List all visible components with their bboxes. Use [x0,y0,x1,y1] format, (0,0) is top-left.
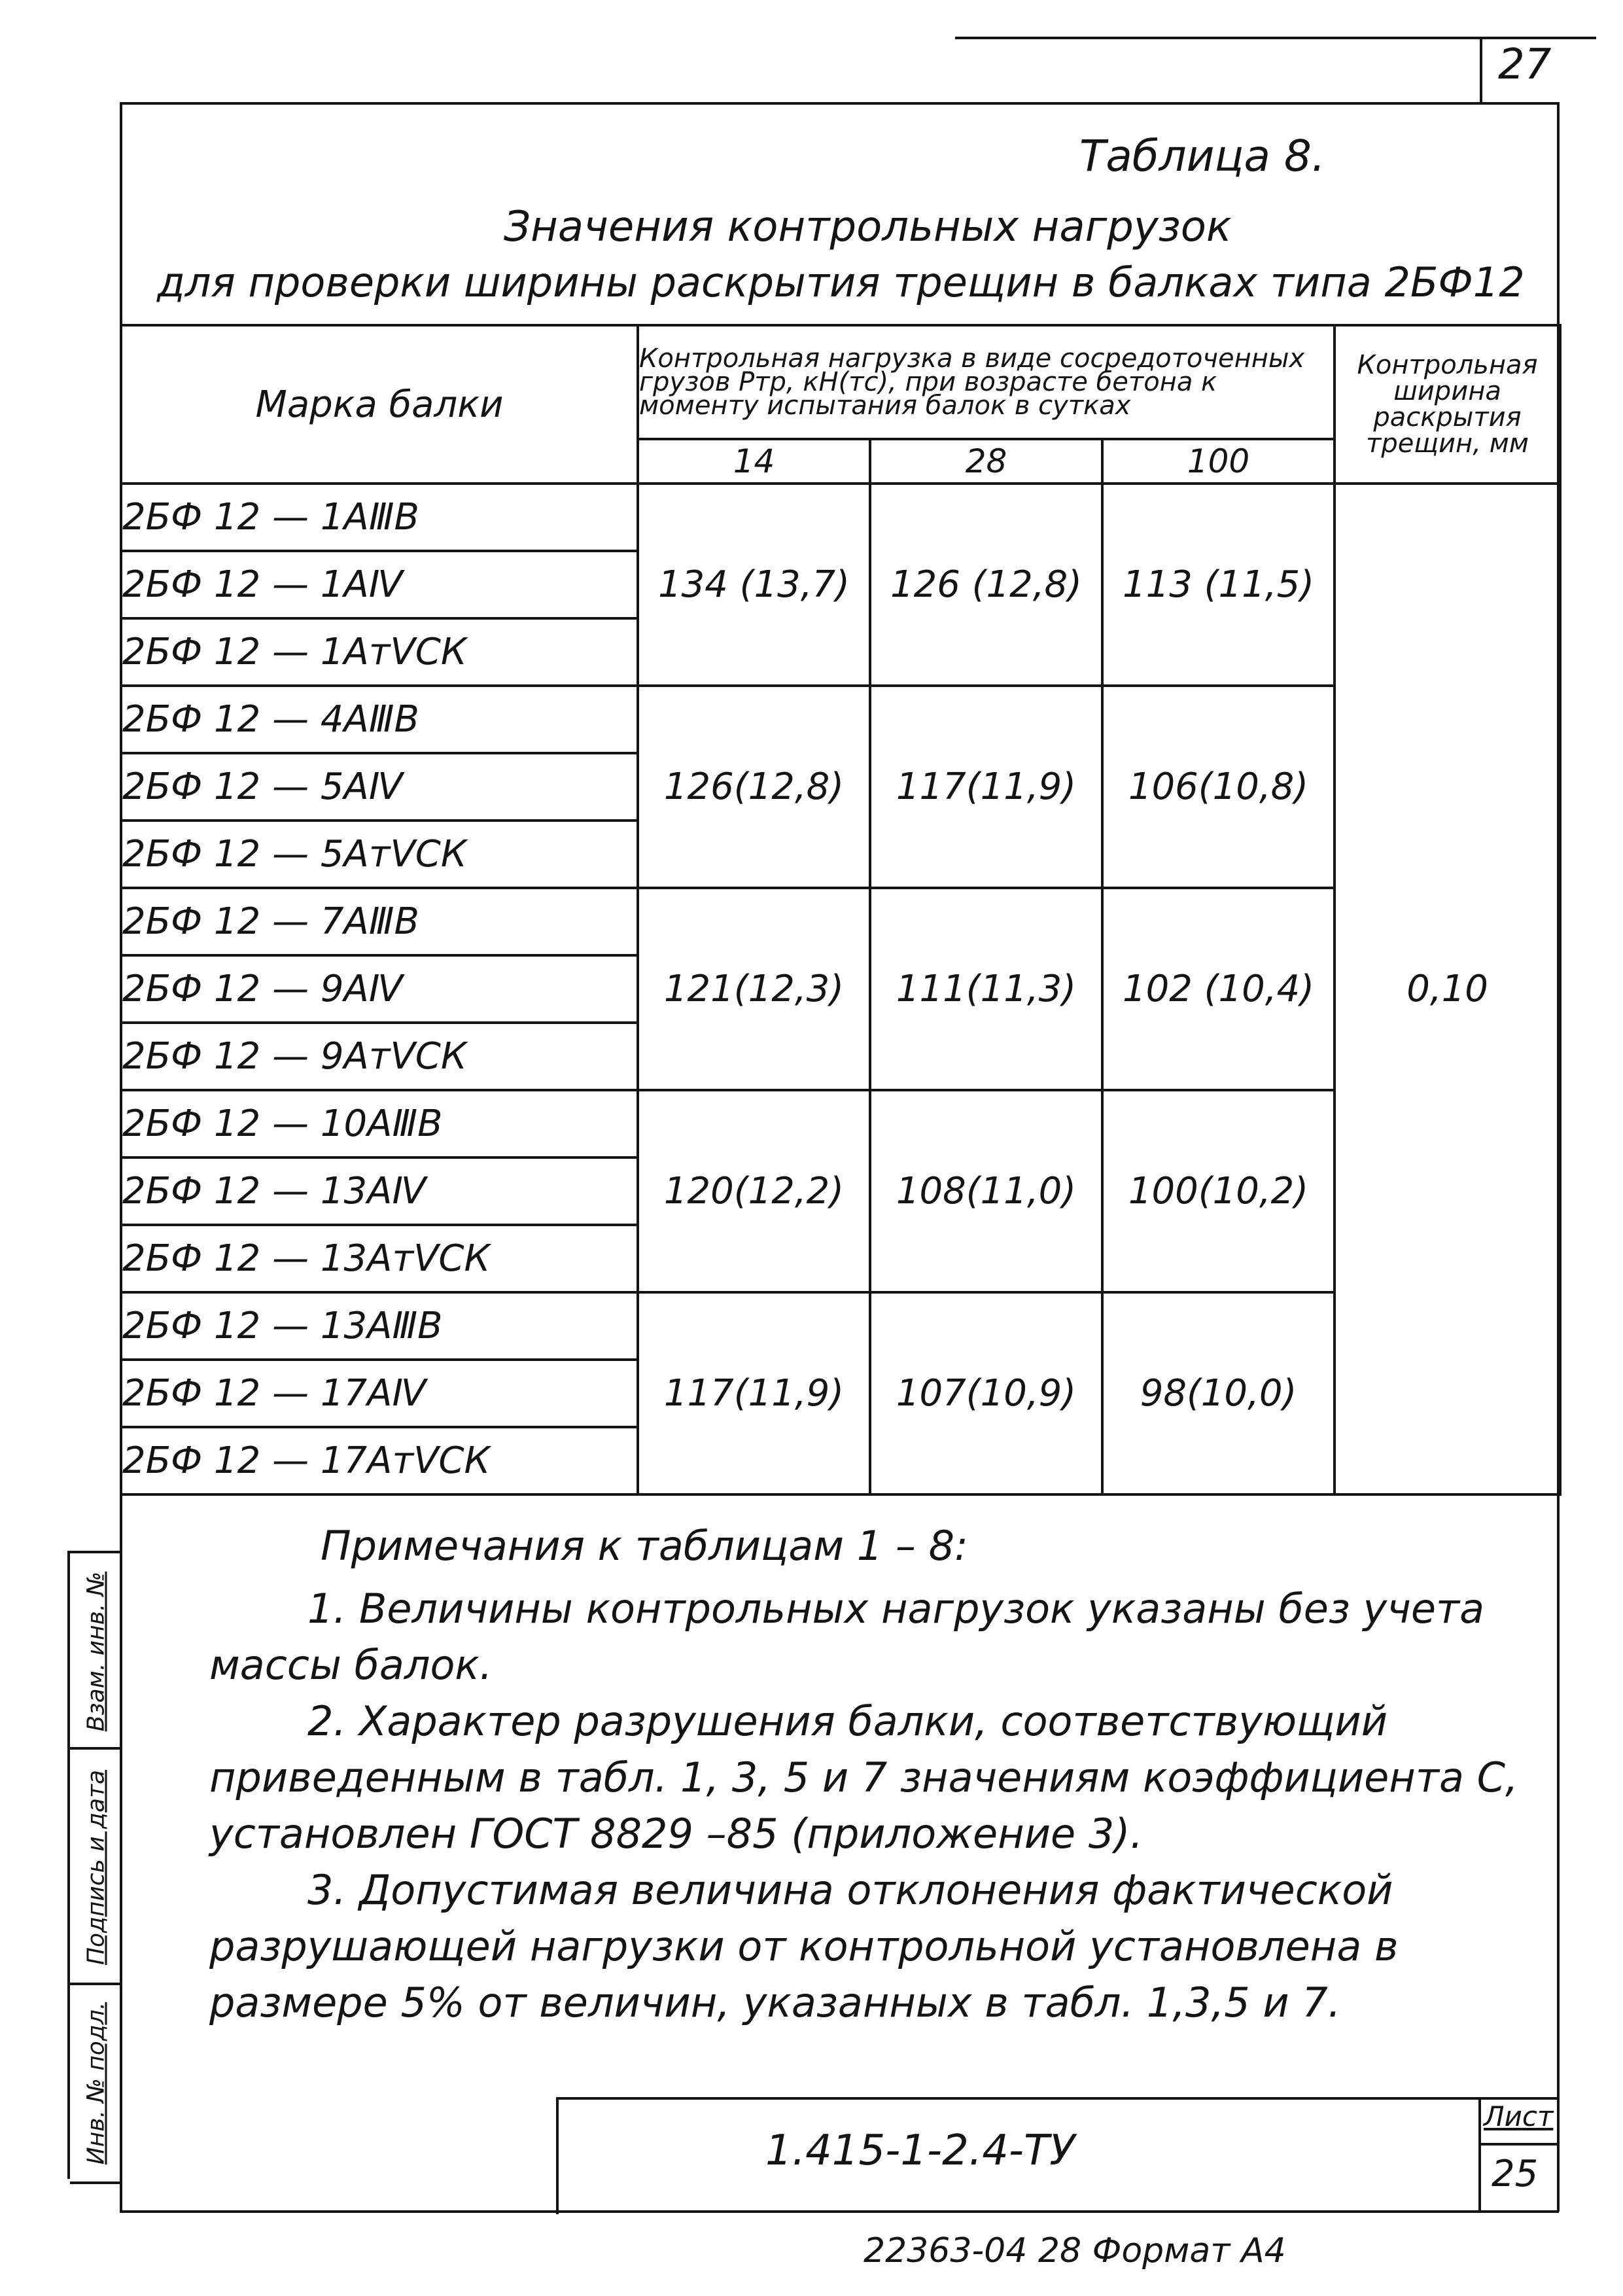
header-load: Контрольная нагрузка в виде сосредоточенных грузов Pтр, кН(тс), при возрасте бетона к моменту испытания балок в сутках [638,325,1335,439]
crack-width-value: 0,10 [1335,484,1560,1494]
beam-mark: 2БФ 12 — 17АтⅤСК [121,1427,638,1494]
sheet-number: 25 [1492,2153,1539,2195]
header-mark: Марка балки [121,325,638,484]
load-14: 121(12,3) [638,888,870,1090]
beam-mark: 2БФ 12 — 13АтⅤСК [121,1225,638,1292]
side-stamp-label: Инв. № подл. [82,2002,110,2165]
beam-mark: 2БФ 12 — 17АⅣ [121,1360,638,1427]
load-28: 108(11,0) [870,1090,1102,1292]
notes-block [209,1518,1518,2031]
note-line: 1. Величины контрольных нагрузок указаны без учета [307,1585,1485,1633]
header-age-28: 28 [870,439,1102,484]
load-14: 134 (13,7) [638,484,870,686]
load-100: 100(10,2) [1102,1090,1335,1292]
note-line: установлен ГОСТ 8829 –85 (приложение 3). [209,1810,1143,1858]
load-28: 111(11,3) [870,888,1102,1090]
beam-mark: 2БФ 12 — 13АⅣ [121,1157,638,1225]
load-14: 117(11,9) [638,1292,870,1494]
beam-mark: 2БФ 12 — 10АⅢВ [121,1090,638,1157]
note-line: массы балок. [209,1641,493,1689]
beam-mark: 2БФ 12 — 9АⅣ [121,955,638,1023]
side-stamp [67,1551,122,2179]
header-crack-width: Контрольная ширина раскрытия трещин, мм [1335,325,1560,484]
beam-mark: 2БФ 12 — 5АтⅤСК [121,821,638,888]
header-age-14: 14 [638,439,870,484]
page-number-divider [1480,37,1482,102]
load-100: 102 (10,4) [1102,888,1335,1090]
beam-mark: 2БФ 12 — 1АтⅤСК [121,618,638,686]
side-stamp-label: Подпись и дата [82,1769,110,1966]
footer-format: 22363-04 28 Формат А4 [864,2231,1286,2270]
note-line: 3. Допустимая величина отклонения фактической [307,1866,1393,1914]
table-title-line1: Значения контрольных нагрузок [504,203,1232,251]
control-load-table [120,324,1562,1496]
load-14: 120(12,2) [638,1090,870,1292]
load-28: 107(10,9) [870,1292,1102,1494]
load-100: 113 (11,5) [1102,484,1335,686]
beam-mark: 2БФ 12 — 7АⅢВ [121,888,638,955]
table-row [121,484,1560,551]
load-28: 117(11,9) [870,686,1102,888]
beam-mark: 2БФ 12 — 9АтⅤСК [121,1023,638,1090]
document-number: 1.415-1-2.4-ТУ [765,2127,1075,2175]
notes-title: Примечания к таблицам 1 – 8: [321,1522,968,1570]
load-14: 126(12,8) [638,686,870,888]
side-stamp-label: Взам. инв. № [82,1571,110,1732]
beam-mark: 2БФ 12 — 4АⅢВ [121,686,638,753]
note-line: разрушающей нагрузки от контрольной установлена в [209,1922,1399,1970]
page-number: 27 [1498,41,1552,89]
note-line: приведенным в табл. 1, 3, 5 и 7 значениям коэффициента С, [209,1754,1518,1801]
note-line: 2. Характер разрушения балки, соответствующий [307,1697,1388,1745]
load-100: 98(10,0) [1102,1292,1335,1494]
load-100: 106(10,8) [1102,686,1335,888]
beam-mark: 2БФ 12 — 1АⅣ [121,551,638,618]
frame-top [120,102,1559,105]
sheet-box-divider [1480,2143,1558,2146]
side-stamp-cell [70,1983,122,2184]
side-stamp-cell [70,1747,122,1985]
note-line: размере 5% от величин, указанных в табл. 1,3,5 и 7. [209,1979,1341,2026]
beam-mark: 2БФ 12 — 1АⅢВ [121,484,638,551]
side-stamp-cell [70,1551,122,1750]
sheet-label: Лист [1484,2100,1554,2132]
beam-mark: 2БФ 12 — 5АⅣ [121,753,638,821]
beam-mark: 2БФ 12 — 13АⅢВ [121,1292,638,1360]
load-28: 126 (12,8) [870,484,1102,686]
header-age-100: 100 [1102,439,1335,484]
top-rule [955,37,1596,39]
table-title-line2: для проверки ширины раскрытия трещин в балках типа 2БФ12 [157,258,1525,306]
table-caption: Таблица 8. [1079,131,1325,181]
